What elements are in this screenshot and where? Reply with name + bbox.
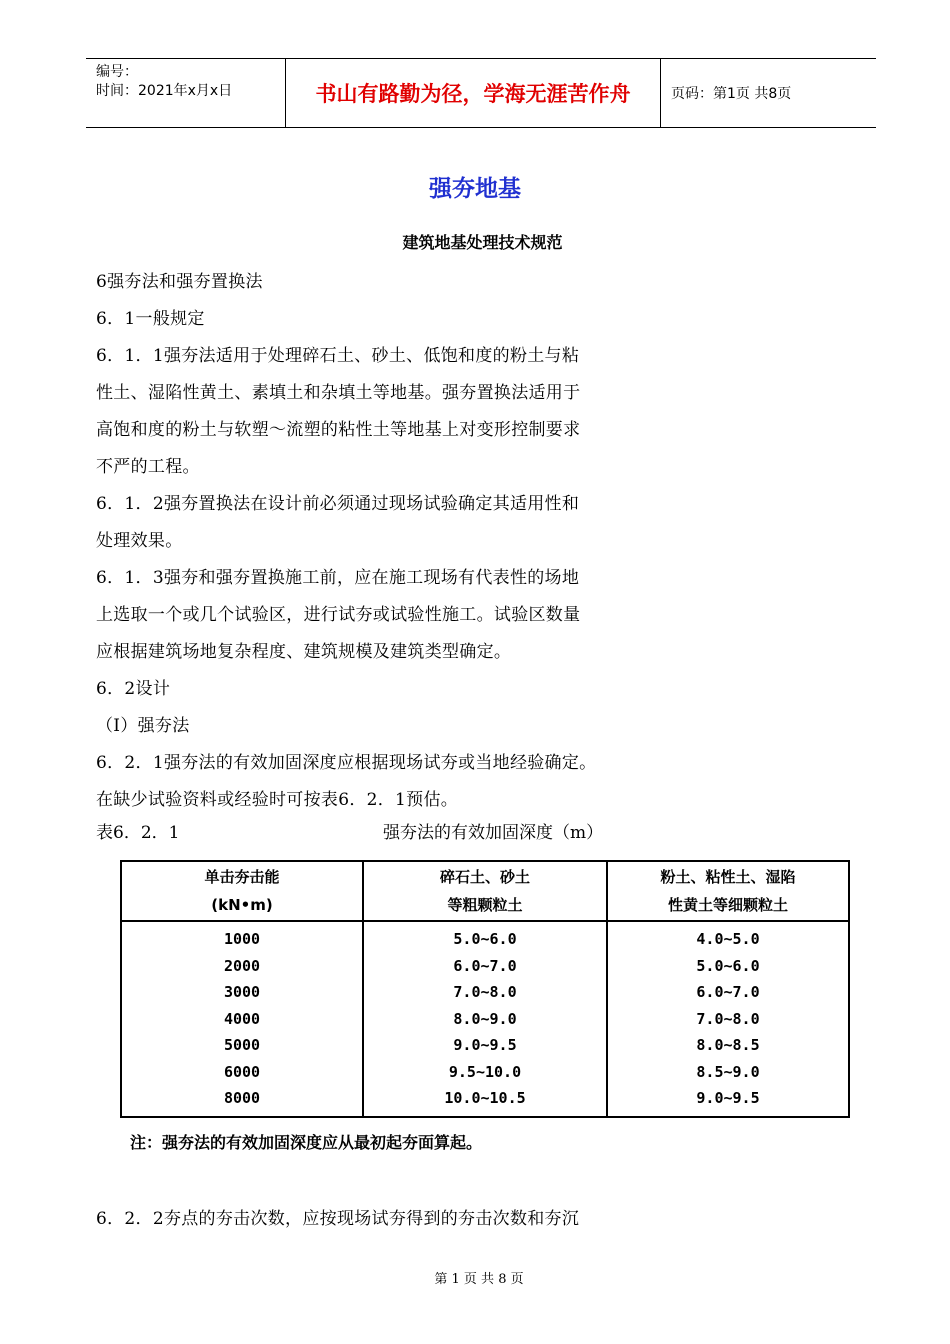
table-cell: 7.0~8.0 <box>607 1006 849 1033</box>
header-cell-line: 碎石土、砂土 <box>439 868 530 886</box>
table-cell: 4000 <box>121 1006 363 1033</box>
paragraph-line: 应根据建筑场地复杂程度、建筑规模及建筑类型确定。 <box>96 642 512 662</box>
header-cell-line: 等粗颗粒土 <box>447 896 523 914</box>
paragraph-line: 处理效果。 <box>96 531 183 551</box>
document-title: 强夯地基 <box>429 176 521 202</box>
table-row <box>121 1059 849 1086</box>
paragraph-line: 高饱和度的粉土与软塑～流塑的粘性土等地基上对变形控制要求 <box>96 420 581 440</box>
header-table <box>86 58 876 128</box>
table-cell: 5.0~6.0 <box>607 953 849 980</box>
table-number: 表6．2．1 <box>96 823 180 843</box>
table-cell: 2000 <box>121 953 363 980</box>
table-row <box>121 1032 849 1059</box>
table-row <box>121 953 849 980</box>
header-cell-line: 粉土、粘性土、湿陷 <box>660 868 796 886</box>
body-text <box>96 264 676 819</box>
paragraph-line: 不严的工程。 <box>96 457 200 477</box>
table-cell: 7.0~8.0 <box>363 979 607 1006</box>
table-cell: 8000 <box>121 1085 363 1117</box>
paragraph-line: 6．1．2强夯置换法在设计前必须通过现场试验确定其适用性和 <box>96 494 580 514</box>
paragraph-line: 6．1．1强夯法适用于处理碎石土、砂土、低饱和度的粉土与粘 <box>96 346 580 366</box>
table-cell: 3000 <box>121 979 363 1006</box>
table-cell: 6.0~7.0 <box>607 979 849 1006</box>
table-row <box>121 1006 849 1033</box>
table-cell: 5000 <box>121 1032 363 1059</box>
table-caption-text: 强夯法的有效加固深度（m） <box>383 823 604 843</box>
paragraph-line: 性土、湿陷性黄土、素填土和杂填土等地基。强夯置换法适用于 <box>96 383 581 403</box>
table-header-row <box>121 861 849 921</box>
table-cell: 6000 <box>121 1059 363 1086</box>
table-note: 注：强夯法的有效加固深度应从最初起夯面算起。 <box>130 1133 483 1152</box>
depth-table <box>120 860 850 1118</box>
document-subtitle: 建筑地基处理技术规范 <box>402 233 563 252</box>
table-cell: 8.0~8.5 <box>607 1032 849 1059</box>
paragraph-line: （Ⅰ）强夯法 <box>96 716 190 736</box>
table-cell: 9.5~10.0 <box>363 1059 607 1086</box>
number-label: 编号： <box>96 64 138 80</box>
header-cell-line: 单击夯击能 <box>204 868 280 886</box>
table-cell: 10.0~10.5 <box>363 1085 607 1117</box>
time-label: 时间：2021年x月x日 <box>96 83 233 99</box>
header-cell <box>121 861 363 921</box>
table-cell: 5.0~6.0 <box>363 921 607 953</box>
table-cell: 9.0~9.5 <box>607 1085 849 1117</box>
table-cell: 4.0~5.0 <box>607 921 849 953</box>
table-cell: 8.0~9.0 <box>363 1006 607 1033</box>
page-footer: 第 1 页 共 8 页 <box>434 1272 524 1287</box>
paragraph-line: 6．2设计 <box>96 679 171 699</box>
header-page-label: 页码：第1页 共8页 <box>671 86 792 102</box>
header-cell <box>363 861 607 921</box>
header-cell <box>607 861 849 921</box>
table-cell: 6.0~7.0 <box>363 953 607 980</box>
table-cell: 1000 <box>121 921 363 953</box>
paragraph-line: 6．1一般规定 <box>96 309 205 329</box>
table-cell: 8.5~9.0 <box>607 1059 849 1086</box>
paragraph-line: 6强夯法和强夯置换法 <box>96 272 263 292</box>
header-cell-line: 性黄土等细颗粒土 <box>667 896 788 914</box>
table-row <box>121 921 849 953</box>
header-meta <box>86 59 286 127</box>
paragraph-line: 6．1．3强夯和强夯置换施工前，应在施工现场有代表性的场地 <box>96 568 580 588</box>
table-cell: 9.0~9.5 <box>363 1032 607 1059</box>
paragraph-line: 在缺少试验资料或经验时可按表6．2．1预估。 <box>96 790 459 810</box>
header-cell-line: (kN•m) <box>211 896 273 914</box>
table-row <box>121 979 849 1006</box>
paragraph-line: 6．2．1强夯法的有效加固深度应根据现场试夯或当地经验确定。 <box>96 753 597 773</box>
header-motto: 书山有路勤为径，学海无涯苦作舟 <box>286 59 661 127</box>
paragraph-line: 上选取一个或几个试验区，进行试夯或试验性施工。试验区数量 <box>96 605 581 625</box>
table-row <box>121 1085 849 1117</box>
paragraph-line: 6．2．2夯点的夯击次数，应按现场试夯得到的夯击次数和夯沉 <box>96 1209 580 1229</box>
